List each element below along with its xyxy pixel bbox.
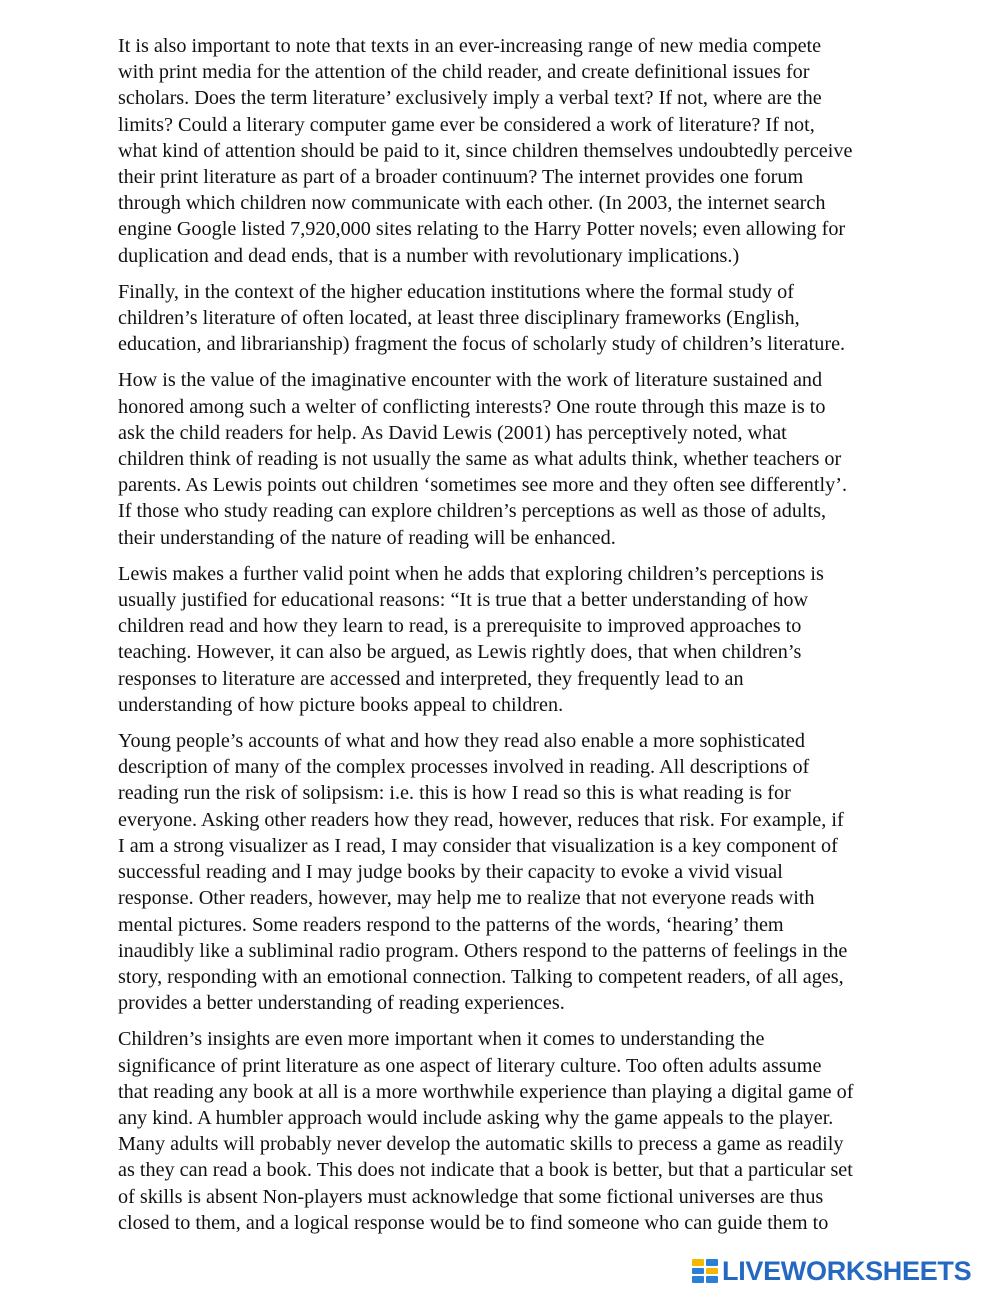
- liveworksheets-logo: [692, 1256, 992, 1286]
- logo-text: LIVEWORKSHEETS: [722, 1255, 972, 1286]
- document-page: [118, 33, 964, 1246]
- paragraph-2: Finally, in the context of the higher education institutions where the formal study of children’s literature of often located, at least three disciplinary frameworks (English, education, and librarianship) fragment the focus of scholarly study of children’s literature.: [118, 280, 846, 356]
- paragraph-1: It is also important to note that texts in an ever-increasing range of new media compete with print media for the attention of the child reader, and create definitional issues for scholars. Does the term literature’ exclusively imply a verbal text? If not, where are the limits? Could a literary computer game ever be considered a work of literature? If not, what kind of attention should be paid to it, since children themselves undoubtedly perceive their print literature as part of a broader continuum? The internet provides one forum through which children now communicate with each other. (In 2003, the internet search engine Google listed 7,920,000 sites relating to the Harry Potter novels; even allowing for duplication and dead ends, that is a number with revolutionary implications.): [118, 35, 853, 267]
- paragraph-5: Young people’s accounts of what and how they read also enable a more sophisticated description of many of the complex processes involved in reading. All descriptions of reading run the risk of solipsism: i.e. this is how I read so this is what reading is for everyone. Asking other readers how they read, however, reduces that risk. For example, if I am a strong visualizer as I read, I may consider that visualization is a key component of successful reading and I may judge books by their capacity to evoke a vivid visual response. Other readers, however, may help me to realize that not everyone reads with mental pictures. Some readers respond to the patterns of the words, ‘hearing’ them inaudibly like a subliminal radio program. Others respond to the patterns of feelings in the story, responding with an emotional connection. Talking to competent readers, of all ages, provides a better understanding of reading experiences.: [118, 730, 848, 1015]
- paragraph-3: How is the value of the imaginative encounter with the work of literature sustained and honored among such a welter of conflicting interests? One route through this maze is to ask the child readers for help. As David Lewis (2001) has perceptively noted, what children think of reading is not usually the same as what adults think, whether teachers or parents. As Lewis points out children ‘sometimes see more and they often see differently’. If those who study reading can explore children’s perceptions as well as those of adults, their understanding of the nature of reading will be enhanced.: [118, 369, 847, 549]
- liveworksheets-logo-icon: [692, 1259, 718, 1283]
- paragraph-4: Lewis makes a further valid point when he adds that exploring children’s perceptions is usually justified for educational reasons: “It is true that a better understanding of how children read and how they learn to read, is a prerequisite to improved approaches to teaching. However, it can also be argued, as Lewis rightly does, that when children’s responses to literature are accessed and interpreted, they frequently lead to an understanding of how picture books appeal to children.: [118, 562, 824, 716]
- paragraph-6: Children’s insights are even more important when it comes to understanding the significance of print literature as one aspect of literary culture. Too often adults assume that reading any book at all is a more worthwhile experience than playing a digital game of any kind. A humbler approach would include asking why the game appeals to the player. Many adults will probably never develop the automatic skills to precess a game as readily as they can read a book. This does not indicate that a book is better, but that a particular set of skills is absent Non-players must acknowledge that some fictional universes are thus closed to them, and a logical response would be to find someone who can guide them to: [118, 1028, 854, 1234]
